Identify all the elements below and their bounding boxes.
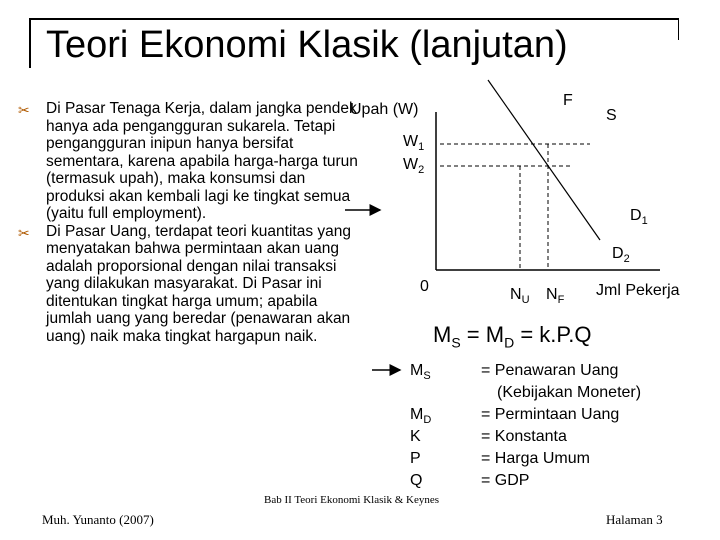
legend-definition: (Kebijakan Moneter) bbox=[497, 384, 642, 401]
y-axis-label: Upah (W) bbox=[350, 101, 419, 118]
slide-title: Teori Ekonomi Klasik (lanjutan) bbox=[46, 24, 568, 66]
legend-definitions bbox=[481, 360, 641, 492]
bullet-icon: ✂ bbox=[18, 102, 30, 118]
curve-f-label: F bbox=[563, 92, 573, 109]
bullet-icon: ✂ bbox=[18, 224, 30, 241]
legend-term: Q bbox=[410, 472, 423, 489]
legend-terms bbox=[410, 360, 431, 492]
legend-term bbox=[410, 382, 431, 404]
nf-label: $N_F$ bbox=[546, 286, 565, 307]
legend-term: P bbox=[410, 450, 421, 467]
footer-page-number: Halaman 3 bbox=[606, 512, 663, 527]
legend-definition: = Harga Umum bbox=[481, 450, 590, 467]
footer-chapter: Bab II Teori Ekonomi Klasik & Keynes bbox=[264, 494, 439, 506]
w1-label: $W_1$ bbox=[403, 133, 425, 154]
w2-label: $W_2$ bbox=[403, 156, 425, 177]
d1-label: $D_1$ bbox=[630, 207, 648, 228]
curve-f-line bbox=[488, 80, 600, 240]
curve-s-label: S bbox=[606, 107, 617, 124]
d2-label: $D_2$ bbox=[612, 245, 630, 266]
legend-definition: = Permintaan Uang bbox=[481, 406, 620, 423]
bullet-text-money-market: Di Pasar Uang, terdapat teori kuantitas yang menyatakan bahwa permintaan akan uang adalah proporsional dengan nilai transaksi yang dilakukan masyarakat. Di Pasar ini ditentukan tingkat harga umum; apabila jumlah uang yang beredar (penawaran akan uang) naik maka tingkat hargapun naik. bbox=[46, 222, 352, 345]
footer-author: Muh. Yunanto (2007) bbox=[42, 512, 154, 527]
legend-term: K bbox=[410, 428, 421, 445]
x-axis-label: Jml Pekerja bbox=[596, 282, 680, 299]
nu-label: $N_U$ bbox=[510, 286, 530, 307]
legend-term: $M_S$ bbox=[410, 362, 431, 383]
origin-label: 0 bbox=[420, 278, 429, 295]
legend-definition: = Konstanta bbox=[481, 428, 567, 445]
legend-term: $M_D$ bbox=[410, 406, 432, 427]
legend-definition: = Penawaran Uang bbox=[481, 362, 619, 379]
legend-definition: = GDP bbox=[481, 472, 530, 489]
quantity-theory-formula: $M_S = M_D = k.P.Q$ bbox=[433, 322, 592, 351]
bullet-text-labor-market: Di Pasar Tenaga Kerja, dalam jangka pendek hanya ada pengangguran sukarela. Tetapi pengangguran inipun hanya bersifat sementara, karena apabila harga-harga turun (termasuk upah), maka konsumsi dan produksi akan kembali lagi ke tingkat semua (yaitu full employment). bbox=[46, 100, 358, 222]
